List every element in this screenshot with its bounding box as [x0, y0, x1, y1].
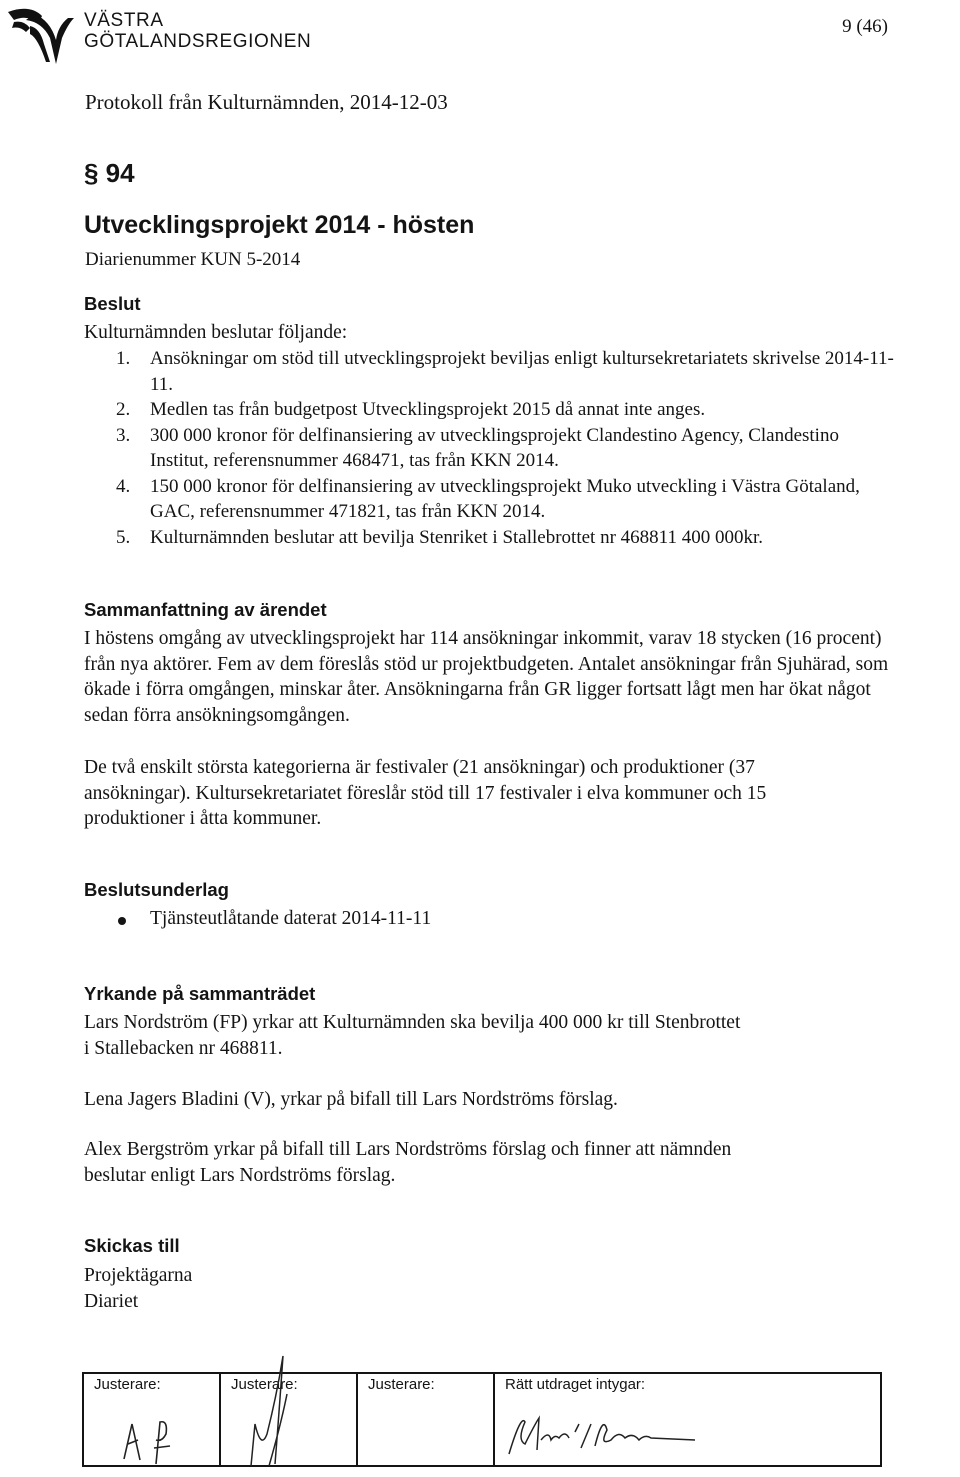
- organization-name-line2: GÖTALANDSREGIONEN: [84, 31, 312, 52]
- signature-cell: [494, 1373, 881, 1466]
- decision-item-number: 2.: [116, 399, 131, 420]
- decision-heading: Beslut: [84, 293, 141, 314]
- signature-cell: [220, 1373, 357, 1466]
- signature-cell-label: Justerare:: [368, 1376, 435, 1393]
- basis-item-text: Tjänsteutlåtande daterat 2014-11-11: [150, 908, 432, 929]
- basis-item: [118, 908, 431, 930]
- motion-paragraph: Alex Bergström yrkar på bifall till Lars Nordströms förslag och finner att nämnden beslutar enligt Lars Nordströms förslag.: [84, 1139, 732, 1186]
- basis-heading: Beslutsunderlag: [84, 879, 229, 900]
- diary-number: Diarienummer KUN 5-2014: [85, 249, 301, 270]
- bullet-icon: [118, 917, 126, 925]
- decision-item-text: Medlen tas från budgetpost Utvecklingsprojekt 2015 då annat inte anges.: [150, 399, 706, 420]
- signature-cell-label: Rätt utdraget intygar:: [505, 1376, 646, 1393]
- summary-heading: Sammanfattning av ärendet: [84, 599, 327, 620]
- signature-cell-label: Justerare:: [94, 1376, 161, 1393]
- decision-item-number: 4.: [116, 475, 131, 497]
- decision-item-number: 5.: [116, 526, 131, 548]
- decision-item-text: Kulturnämnden beslutar att bevilja Stenriket i Stallebrottet nr 468811 400 000kr.: [150, 526, 763, 548]
- handwritten-signature: [495, 1374, 880, 1469]
- page-title: Utvecklingsprojekt 2014 - hösten: [84, 211, 475, 239]
- organization-name-line1: VÄSTRA: [84, 10, 164, 31]
- handwritten-signature: [221, 1374, 356, 1469]
- motions-heading: Yrkande på sammanträdet: [84, 983, 316, 1004]
- signature-cell-label: Justerare:: [231, 1376, 298, 1393]
- recipient: Diariet: [84, 1291, 139, 1312]
- summary-paragraph: De två enskilt största kategorierna är festivaler (21 ansökningar) och produktioner (37 ansökningar). Kultursekretariatet föreslår stöd till 17 festivaler i elva kommuner och 15 produktioner i åtta kommuner.: [84, 757, 767, 829]
- decision-list: [100, 346, 900, 550]
- organization-name: [84, 10, 311, 52]
- decision-item-number: 3.: [116, 424, 131, 446]
- summary-paragraph: I höstens omgång av utvecklingsprojekt har 114 ansökningar inkommit, varav 18 stycken (16 procent) från nya aktörer. Fem av dem föreslås stöd ur projektbudgeten. Antalet ansökningar från Sjuhärad, som ökade i förra omgången, minskar åter. Ansökningarna från GR ligger fortsatt lågt men har ökat något sedan förra ansökningsomgången.: [84, 628, 889, 726]
- decision-item: [100, 397, 900, 423]
- page-number: 9 (46): [842, 16, 888, 37]
- decision-item: [100, 346, 900, 397]
- decision-item: [100, 423, 900, 474]
- send-to-heading: Skickas till: [84, 1235, 180, 1256]
- decision-intro: Kulturnämnden beslutar följande:: [84, 322, 348, 343]
- decision-item-number: 1.: [116, 348, 131, 369]
- signature-table: [82, 1372, 882, 1467]
- decision-item-text: Ansökningar om stöd till utvecklingsprojekt beviljas enligt kultursekretariatets skrivelse 2014-11-11.: [150, 348, 894, 395]
- handwritten-signature: [84, 1374, 219, 1469]
- signature-cell: [357, 1373, 494, 1466]
- motion-paragraph: Lars Nordström (FP) yrkar att Kulturnämnden ska bevilja 400 000 kr till Stenbrottet i Stallebacken nr 468811.: [84, 1012, 741, 1059]
- vgr-logo-icon: [6, 4, 76, 66]
- section-number: § 94: [84, 158, 135, 188]
- protocol-line: Protokoll från Kulturnämnden, 2014-12-03: [85, 90, 448, 114]
- decision-item: [100, 525, 900, 551]
- basis-list: [118, 908, 431, 930]
- decision-item-text: 150 000 kronor för delfinansiering av utvecklingsprojekt Muko utveckling i Västra Götaland, GAC, referensnummer 471821, tas från KKN 2014.: [150, 475, 860, 522]
- recipient: Projektägarna: [84, 1265, 193, 1286]
- signature-cell: [83, 1373, 220, 1466]
- motion-paragraph: Lena Jagers Bladini (V), yrkar på bifall till Lars Nordströms förslag.: [84, 1089, 618, 1110]
- decision-item-text: 300 000 kronor för delfinansiering av utvecklingsprojekt Clandestino Agency, Clandestino Institut, referensnummer 468471, tas från KKN 2014.: [150, 424, 839, 471]
- decision-item: [100, 474, 900, 525]
